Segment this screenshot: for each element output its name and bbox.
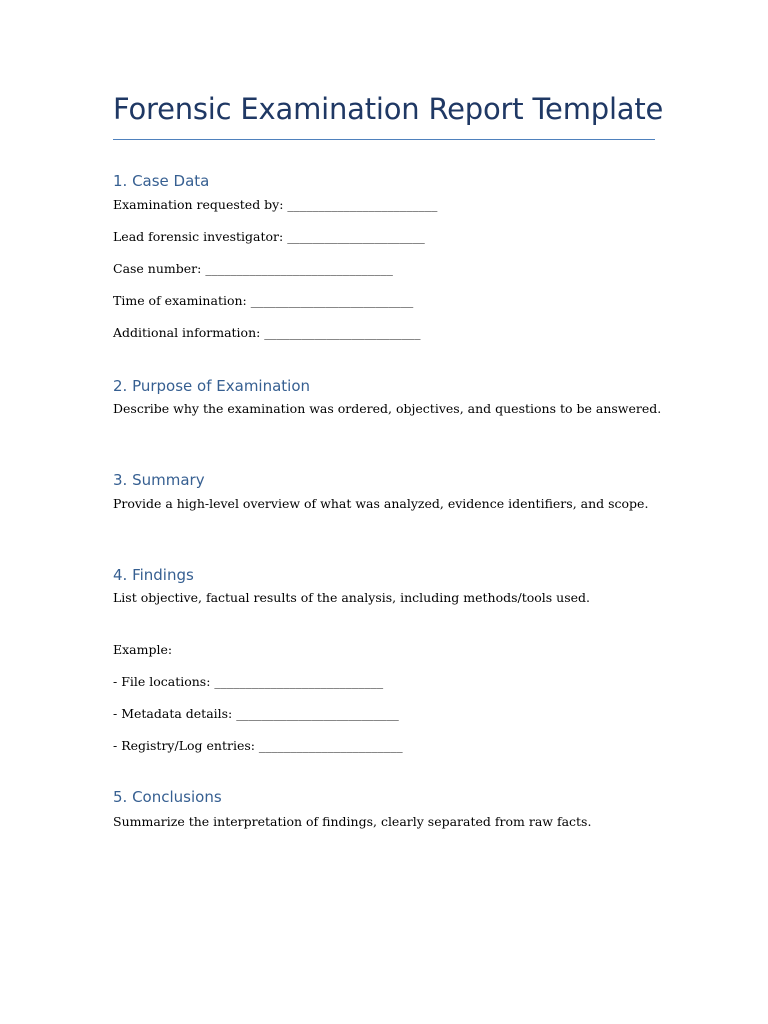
findings-text: List objective, factual results of the analysis, including methods/tools used. [113, 590, 591, 605]
conclusions-heading: 5. Conclusions [113, 788, 222, 806]
time-of-examination-field: Time of examination: __________________________ [113, 293, 414, 308]
registry-log-entries-field: - Registry/Log entries: _______________________ [113, 738, 403, 753]
document-title: Forensic Examination Report Template [113, 92, 664, 126]
findings-heading: 4. Findings [113, 566, 194, 584]
title-underline [113, 139, 655, 140]
purpose-text: Describe why the examination was ordered, objectives, and questions to be answered. [113, 401, 662, 416]
summary-heading: 3. Summary [113, 471, 205, 489]
additional-information-field: Additional information: _________________________ [113, 325, 421, 340]
purpose-heading: 2. Purpose of Examination [113, 377, 311, 395]
conclusions-text: Summarize the interpretation of findings, clearly separated from raw facts. [113, 814, 592, 829]
summary-text: Provide a high-level overview of what was analyzed, evidence identifiers, and scope. [113, 496, 649, 511]
findings-example-label: Example: [113, 642, 173, 657]
metadata-details-field: - Metadata details: __________________________ [113, 706, 399, 721]
file-locations-field: - File locations: ___________________________ [113, 674, 384, 689]
case-number-field: Case number: ______________________________ [113, 261, 393, 276]
case-data-heading: 1. Case Data [113, 172, 210, 190]
lead-investigator-field: Lead forensic investigator: ______________________ [113, 229, 425, 244]
examination-requested-by-field: Examination requested by: ________________________ [113, 197, 438, 212]
